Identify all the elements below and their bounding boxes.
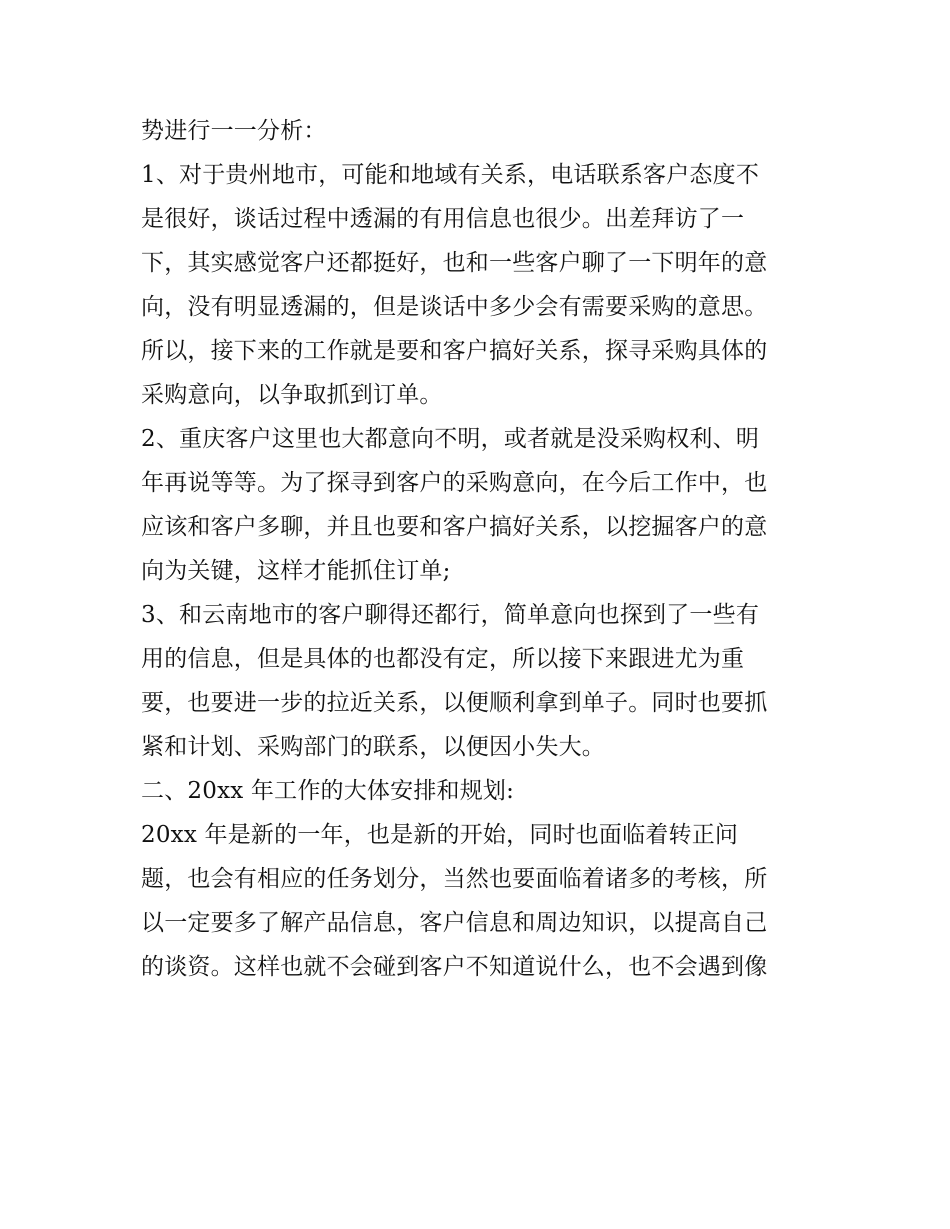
text-line: 的谈资。这样也就不会碰到客户不知道说什么，也不会遇到像	[141, 954, 768, 980]
text-line: 势进行一一分析：	[141, 118, 327, 144]
text-line: 题，也会有相应的任务划分，当然也要面临着诸多的考核，所	[141, 866, 768, 892]
text-line: 用的信息，但是具体的也都没有定，所以接下来跟进尤为重	[141, 646, 745, 672]
text-line: 下，其实感觉客户还都挺好，也和一些客户聊了一下明年的意	[141, 250, 768, 276]
text-line: 年再说等等。为了探寻到客户的采购意向，在今后工作中，也	[141, 470, 768, 496]
text-line: 以一定要多了解产品信息，客户信息和周边知识，以提高自己	[141, 910, 768, 936]
text-line: 3、和云南地市的客户聊得还都行，简单意向也探到了一些有	[141, 602, 760, 628]
text-line: 采购意向，以争取抓到订单。	[141, 382, 443, 408]
text-line: 是很好，谈话过程中透漏的有用信息也很少。出差拜访了一	[141, 206, 745, 232]
text-line: 紧和计划、采购部门的联系，以便因小失大。	[141, 734, 605, 760]
text-line: 20xx 年是新的一年，也是新的开始，同时也面临着转正问	[141, 822, 739, 848]
text-line: 向为关键，这样才能抓住订单;	[141, 558, 451, 584]
text-line: 所以，接下来的工作就是要和客户搞好关系，探寻采购具体的	[141, 338, 768, 364]
text-line: 1、对于贵州地市，可能和地域有关系，电话联系客户态度不	[141, 162, 760, 188]
document-body	[141, 109, 821, 989]
text-line: 要，也要进一步的拉近关系，以便顺利拿到单子。同时也要抓	[141, 690, 768, 716]
text-line: 向，没有明显透漏的，但是谈话中多少会有需要采购的意思。	[141, 294, 768, 320]
text-line: 应该和客户多聊，并且也要和客户搞好关系，以挖掘客户的意	[141, 514, 768, 540]
section-heading: 二、20xx 年工作的大体安排和规划:	[141, 778, 515, 804]
text-line: 2、重庆客户这里也大都意向不明，或者就是没采购权利、明	[141, 426, 760, 452]
